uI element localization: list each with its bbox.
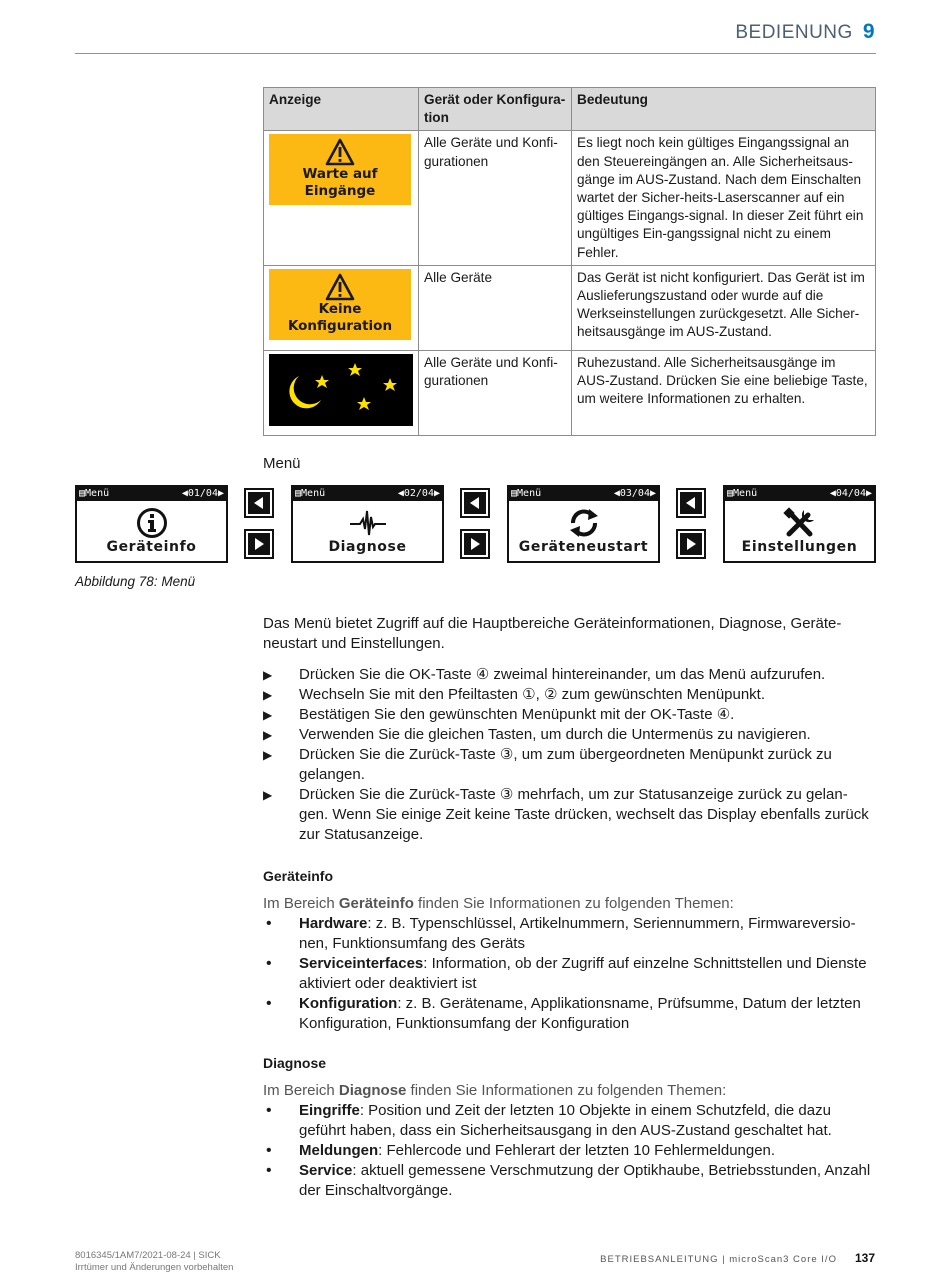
screen-title-bar [293, 487, 442, 501]
waveform-icon [348, 507, 388, 539]
device-cell: Alle Geräte und Konfi-gurationen [419, 131, 572, 265]
footer-manual [600, 1251, 875, 1265]
list-item: • Service: aktuell gemessene Verschmutzung der Optikhaube, Betriebsstunden, Anzahl der Einschaltvorgänge. [263, 1161, 876, 1201]
info-icon [136, 507, 168, 539]
page-header [735, 20, 875, 44]
warning-icon [325, 138, 355, 166]
warning-icon [325, 273, 355, 301]
device-cell: Alle Geräte und Konfi-gurationen [419, 350, 572, 435]
display-cell [264, 265, 419, 350]
figure-caption: Abbildung 78: Menü [75, 574, 196, 589]
display-cell [264, 131, 419, 265]
arrow-right-button[interactable] [676, 529, 706, 559]
list-item: ▶ Wechseln Sie mit den Pfeiltasten ①, ② zum gewünschten Menüpunkt. [263, 685, 876, 705]
tools-icon [783, 507, 817, 539]
footer-manual-title: BETRIEBSANLEITUNG | microScan3 Core I/O [600, 1254, 837, 1265]
arrow-left-icon [684, 496, 698, 510]
arrow-left-button[interactable] [244, 488, 274, 518]
table-header-cell: Bedeutung [572, 88, 876, 131]
list-item: • Hardware: z. B. Typenschlüssel, Artikelnummern, Seriennummern, Firmwareversio-nen, Funktionsumfang des Geräts [263, 914, 876, 954]
status-display-sleep [269, 354, 413, 426]
screen-name: Geräteneustart [518, 539, 649, 555]
table-header-cell: Gerät oder Konfigura-tion [419, 88, 572, 131]
screen-page: ◀04/04▶ [829, 488, 872, 499]
list-item: ▶ Drücken Sie die Zurück-Taste ③, um zum übergeordneten Menüpunkt zurück zu gelangen. [263, 745, 876, 785]
menu-heading: Menü [263, 455, 301, 472]
list-item: • Meldungen: Fehlercode und Fehlerart der letzten 10 Fehlermeldungen. [263, 1141, 876, 1161]
table-header-row [264, 88, 876, 131]
status-display-table [263, 87, 876, 436]
footer-doc-info [75, 1250, 233, 1274]
screen-title-bar [77, 487, 226, 501]
meaning-cell: Ruhezustand. Alle Sicherheitsausgänge im AUS-Zustand. Drücken Sie eine beliebige Taste, um weitere Informationen zu erhalten. [572, 350, 876, 435]
meaning-cell: Das Gerät ist nicht konfiguriert. Das Gerät ist im Auslieferungszustand oder wurde auf die Werkseinstellungen zurückgesetzt. Alle Sicher-heitsausgänge im AUS-Zustand. [572, 265, 876, 350]
menu-screen-geraeteinfo [75, 485, 228, 563]
arrow-left-icon [252, 496, 266, 510]
chapter-number: 9 [862, 20, 875, 43]
arrow-right-icon [468, 537, 482, 551]
screen-name: Geräteinfo [106, 539, 197, 555]
list-item: ▶ Bestätigen Sie den gewünschten Menüpunkt mit der OK-Taste ④. [263, 705, 876, 725]
screen-title: ▤Menü [79, 488, 110, 499]
screen-page: ◀01/04▶ [181, 488, 224, 499]
screen-title-bar [725, 487, 874, 501]
screen-name: Einstellungen [741, 539, 858, 555]
diagnose-list [263, 1101, 876, 1201]
geraeteinfo-intro: Im Bereich Geräteinfo finden Sie Informationen zu folgenden Themen: [263, 895, 734, 912]
footer-doc-number: 8016345/1AM7/2021-08-24 | SICK [75, 1250, 221, 1261]
screen-page: ◀02/04▶ [397, 488, 440, 499]
arrow-left-button[interactable] [460, 488, 490, 518]
display-text: Warte auf Eingänge [302, 166, 378, 200]
status-display-no-config [269, 269, 411, 340]
device-cell: Alle Geräte [419, 265, 572, 350]
screen-page: ◀03/04▶ [613, 488, 656, 499]
table-row [264, 350, 876, 435]
menu-screen-diagnose [291, 485, 444, 563]
menu-screen-einstellungen [723, 485, 876, 563]
section-heading-diagnose: Diagnose [263, 1055, 327, 1071]
list-item: ▶ Verwenden Sie die gleichen Tasten, um durch die Untermenüs zu navigieren. [263, 725, 876, 745]
meaning-cell: Es liegt noch kein gültiges Eingangssignal an den Steuereingängen an. Alle Sicherheitsaus-gänge im AUS-Zustand. Nach dem Einschalten wartet der Sicher-heits-Laserscanner auf ein gültiges Eingangs-signal. In dieser Zeit führt ein ungültiges Ein-gangssignal nicht zu einem Fehler. [572, 131, 876, 265]
list-item: • Eingriffe: Position und Zeit der letzten 10 Objekte in einem Schutzfeld, die dazu geführt haben, dass ein Sicherheitsausgang in den AUS-Zustand geschaltet hat. [263, 1101, 876, 1141]
screen-title-bar [509, 487, 658, 501]
list-item: • Konfiguration: z. B. Gerätename, Applikationsname, Prüfsumme, Datum der letzten Konfiguration, Funktionsumfang der Konfiguration [263, 994, 876, 1034]
arrow-left-icon [468, 496, 482, 510]
menu-screen-geraeteneustart [507, 485, 660, 563]
arrow-right-icon [684, 537, 698, 551]
table-header-cell: Anzeige [264, 88, 419, 131]
arrow-right-button[interactable] [244, 529, 274, 559]
section-title: BEDIENUNG [735, 22, 853, 43]
table-row [264, 265, 876, 350]
restart-icon [567, 507, 601, 539]
moon-stars-icon [269, 354, 413, 426]
list-item: ▶ Drücken Sie die Zurück-Taste ③ mehrfach, um zur Statusanzeige zurück zu gelan-gen. Wenn Sie einige Zeit keine Taste drücken, wechselt das Display ebenfalls zurück zur Statusanzeige. [263, 785, 876, 845]
menu-steps [263, 665, 876, 845]
arrow-left-button[interactable] [676, 488, 706, 518]
list-item: • Serviceinterfaces: Information, ob der Zugriff auf einzelne Schnittstellen und Dienste aktiviert oder deaktiviert ist [263, 954, 876, 994]
arrow-right-button[interactable] [460, 529, 490, 559]
table-row [264, 131, 876, 265]
screen-title: ▤Menü [295, 488, 326, 499]
section-heading-geraeteinfo: Geräteinfo [263, 868, 334, 884]
display-text: Keine Konfiguration [287, 300, 393, 334]
screen-name: Diagnose [328, 539, 407, 555]
menu-intro: Das Menü bietet Zugriff auf die Hauptbereiche Geräteinformationen, Diagnose, Geräte-neustart und Einstellungen. [263, 615, 842, 652]
footer-disclaimer: Irrtümer und Änderungen vorbehalten [75, 1262, 234, 1273]
screen-title: ▤Menü [511, 488, 542, 499]
header-divider [75, 53, 876, 54]
arrow-right-icon [252, 537, 266, 551]
list-item: ▶ Drücken Sie die OK-Taste ④ zweimal hintereinander, um das Menü aufzurufen. [263, 665, 876, 685]
display-cell [264, 350, 419, 435]
diagnose-intro: Im Bereich Diagnose finden Sie Informationen zu folgenden Themen: [263, 1082, 727, 1099]
page-number: 137 [854, 1251, 875, 1265]
screen-title: ▤Menü [727, 488, 758, 499]
geraeteinfo-list [263, 914, 876, 1034]
status-display-waiting [269, 134, 411, 205]
